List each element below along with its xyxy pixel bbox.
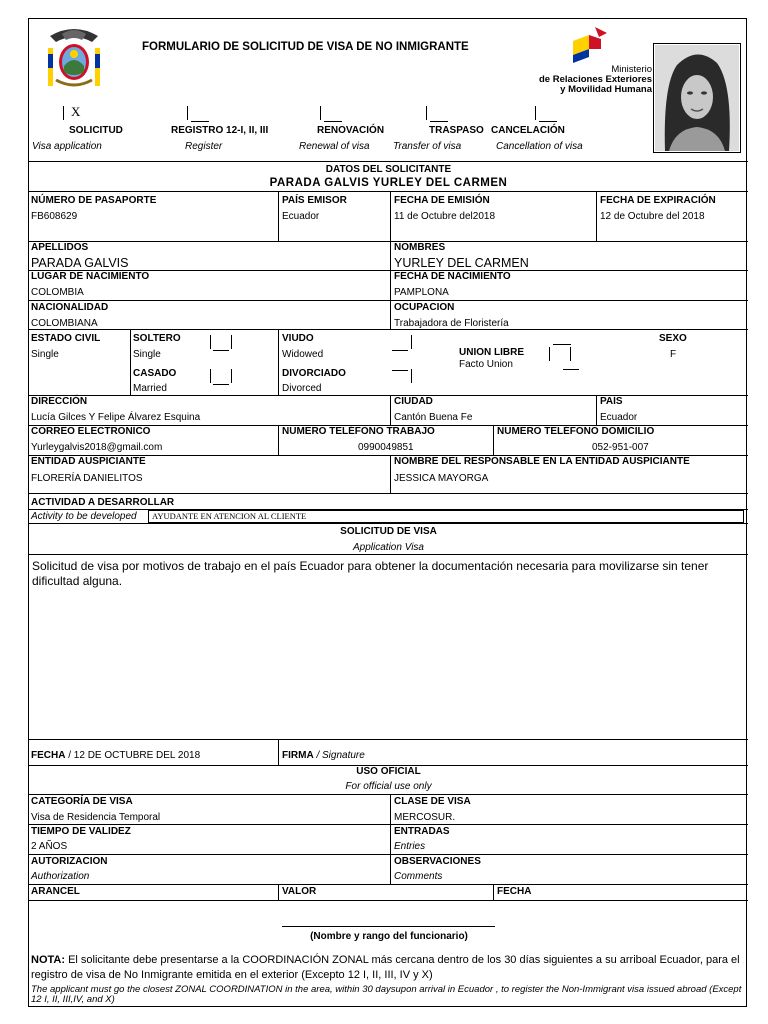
surnames-label: APELLIDOS <box>31 242 89 253</box>
occupation-label: OCUPACION <box>394 302 455 313</box>
note-es <box>31 953 743 983</box>
country-label: PAÍS <box>600 396 623 407</box>
applicant-photo <box>653 43 741 153</box>
home-phone-value[interactable]: 052-951-007 <box>592 442 649 453</box>
entries-en[interactable]: Entries <box>394 841 426 852</box>
authorization-en[interactable]: Authorization <box>31 871 90 882</box>
divorced-en: Divorced <box>282 383 322 394</box>
checkbox-solicitud-mark: X <box>71 104 81 119</box>
passport-label: NÚMERO DE PASAPORTE <box>31 195 157 206</box>
official-name-caption: (Nombre y rango del funcionario) <box>310 931 468 942</box>
category-label: CATEGORÍA DE VISA <box>31 796 133 807</box>
category-value[interactable]: Visa de Residencia Temporal <box>31 812 161 823</box>
official-title: USO OFICIAL <box>356 766 421 777</box>
signature-field[interactable] <box>282 750 365 761</box>
note-es-text: El solicitante debe presentarse a la COORDINACIÓN ZONAL más cercana dentro de los 30 días siguientes a su arriboal Ecuador, para el registro de visa de No Inmigrante emitida en el exterior (Excepto 12 I, II, III, IV y X) <box>31 954 740 981</box>
sponsor-label: ENTIDAD AUSPICIANTE <box>31 456 146 467</box>
observations-en[interactable]: Comments <box>394 871 443 882</box>
sponsor-value[interactable]: FLORERÍA DANIELITOS <box>31 473 143 484</box>
form-title: FORMULARIO DE SOLICITUD DE VISA DE NO INMIGRANTE <box>142 41 469 53</box>
checkbox-registro[interactable] <box>187 106 209 120</box>
signature-en: / Signature <box>316 750 365 761</box>
married-label: CASADO <box>133 368 177 379</box>
passport-value[interactable]: FB608629 <box>31 211 78 222</box>
checkbox-traspaso[interactable] <box>426 106 448 120</box>
observations-label: OBSERVACIONES <box>394 856 481 867</box>
expiry-label: FECHA DE EXPIRACIÓN <box>600 195 716 206</box>
option-cancelacion-en: Cancellation of visa <box>496 141 583 152</box>
names-value[interactable]: YURLEY DEL CARMEN <box>394 256 529 270</box>
nationality-value[interactable]: COLOMBIANA <box>31 318 98 329</box>
sex-label: SEXO <box>659 333 687 344</box>
checkbox-single[interactable] <box>210 335 232 349</box>
signature-label: FIRMA <box>282 750 314 761</box>
ministry-line-3: y Movilidad Humana <box>560 84 652 95</box>
sponsor-rep-value[interactable]: JESSICA MAYORGA <box>394 473 489 484</box>
entries-label: ENTRADAS <box>394 826 450 837</box>
request-text[interactable]: Solicitud de visa por motivos de trabajo en el país Ecuador para obtener la documentación necesaria para movilizarse sin tener dificultad alguna. <box>32 559 709 588</box>
note-en: The applicant must go the closest ZONAL COORDINATION in the area, within 30 daysupon arrival in Ecuador , to register the Non-Immigrant visa issued abroad (Except 12 I, II, III,IV, and X) <box>31 984 742 1005</box>
checkbox-renovacion[interactable] <box>320 106 342 120</box>
sex-value[interactable]: F <box>670 349 677 360</box>
activity-en: Activity to be developed <box>31 511 137 522</box>
class-label: CLASE DE VISA <box>394 796 471 807</box>
married-en: Married <box>133 383 167 394</box>
union-label: UNION LIBRE <box>459 347 524 358</box>
issue-date-value[interactable]: 11 de Octubre del2018 <box>394 211 496 222</box>
option-registro-en: Register <box>185 141 223 152</box>
birthdate-label: FECHA DE NACIMIENTO <box>394 271 511 282</box>
nationality-label: NACIONALIDAD <box>31 302 109 313</box>
ministry-name <box>532 65 652 95</box>
fee-label: ARANCEL <box>31 886 80 897</box>
request-title: SOLICITUD DE VISA <box>340 526 437 537</box>
ministry-logo-icon <box>569 27 611 63</box>
civil-status-label: ESTADO CIVIL <box>31 333 101 344</box>
option-solicitud-label: SOLICITUD <box>69 125 123 136</box>
checkbox-widowed[interactable] <box>389 335 411 349</box>
fee-date-label: FECHA <box>497 886 532 897</box>
divorced-label: DIVORCIADO <box>282 368 346 379</box>
home-phone-label: NUMERO TELÉFONO DOMICILIO <box>497 426 655 437</box>
widowed-en: Widowed <box>282 349 324 360</box>
email-label: CORREO ELECTRONICO <box>31 426 151 437</box>
single-label: SOLTERO <box>133 333 181 344</box>
option-traspaso-en: Transfer of visa <box>393 141 462 152</box>
city-label: CIUDAD <box>394 396 433 407</box>
request-title-en: Application Visa <box>353 542 424 553</box>
official-title-en: For official use only <box>345 781 432 792</box>
issue-date-label: FECHA DE EMISIÓN <box>394 195 490 206</box>
checkbox-union[interactable] <box>549 347 571 361</box>
work-phone-value[interactable]: 0990049851 <box>358 442 414 453</box>
city-value[interactable]: Cantón Buena Fe <box>394 412 473 423</box>
option-cancelacion-label: CANCELACIÓN <box>491 125 565 136</box>
address-label: DIRECCIÓN <box>31 396 88 407</box>
civil-status-en: Single <box>31 349 59 360</box>
checkbox-married[interactable] <box>210 369 232 383</box>
option-renovacion-label: RENOVACIÓN <box>317 125 385 136</box>
birthdate-value[interactable]: PAMPLONA <box>394 287 449 298</box>
occupation-value[interactable]: Trabajadora de Floristería <box>394 318 509 329</box>
work-phone-label: NUMERO TELÉFONO TRABAJO <box>282 426 435 437</box>
ecuador-coat-of-arms-icon <box>42 24 106 94</box>
surnames-value[interactable]: PARADA GALVIS <box>31 256 129 270</box>
request-date-label: FECHA <box>31 750 66 761</box>
option-solicitud-en: Visa application <box>32 141 102 152</box>
class-value[interactable]: MERCOSUR. <box>394 812 456 823</box>
union-en: Facto Union <box>459 359 513 370</box>
widowed-label: VIUDO <box>282 333 314 344</box>
expiry-value[interactable]: 12 de Octubre del 2018 <box>600 211 705 222</box>
validity-label: TIEMPO DE VALIDEZ <box>31 826 131 837</box>
activity-value: AYUDANTE EN ATENCION AL CLIENTE <box>152 511 307 521</box>
value-label: VALOR <box>282 886 317 897</box>
single-en: Single <box>133 349 161 360</box>
option-renovacion-en: Renewal of visa <box>299 141 370 152</box>
birthplace-value[interactable]: COLOMBIA <box>31 287 84 298</box>
issuer-value[interactable]: Ecuador <box>282 211 320 222</box>
activity-field[interactable] <box>148 510 744 523</box>
sponsor-rep-label: NOMBRE DEL RESPONSABLE EN LA ENTIDAD AUSPICIANTE <box>394 456 690 467</box>
birthplace-label: LUGAR DE NACIMIENTO <box>31 271 150 282</box>
option-registro-label: REGISTRO 12-I, II, III <box>171 125 269 136</box>
checkbox-divorced[interactable] <box>389 369 411 383</box>
address-value[interactable]: Lucía Gilces Y Felipe Álvarez Esquina <box>31 412 201 423</box>
ministry-line-2: de Relaciones Exteriores <box>539 74 652 85</box>
option-traspaso-label: TRASPASO <box>429 125 484 136</box>
names-label: NOMBRES <box>394 242 446 253</box>
applicant-full-name: PARADA GALVIS YURLEY DEL CARMEN <box>269 177 508 189</box>
official-signature-line[interactable] <box>282 926 495 927</box>
applicant-section-title: DATOS DEL SOLICITANTE <box>325 164 452 175</box>
note-label: NOTA: <box>31 954 66 966</box>
visa-application-form <box>28 18 747 1007</box>
country-value[interactable]: Ecuador <box>600 412 638 423</box>
authorization-label: AUTORIZACION <box>31 856 108 867</box>
validity-value[interactable]: 2 AÑOS <box>31 841 68 852</box>
ministry-line-1: Ministerio <box>611 64 652 75</box>
activity-label: ACTIVIDAD A DESARROLLAR <box>31 497 175 508</box>
request-date[interactable] <box>31 750 200 761</box>
request-date-value: / 12 DE OCTUBRE DEL 2018 <box>68 750 201 761</box>
issuer-label: PAÍS EMISOR <box>282 195 347 206</box>
checkbox-cancelacion[interactable] <box>535 106 557 120</box>
email-value[interactable]: Yurleygalvis2018@gmail.com <box>31 442 163 453</box>
